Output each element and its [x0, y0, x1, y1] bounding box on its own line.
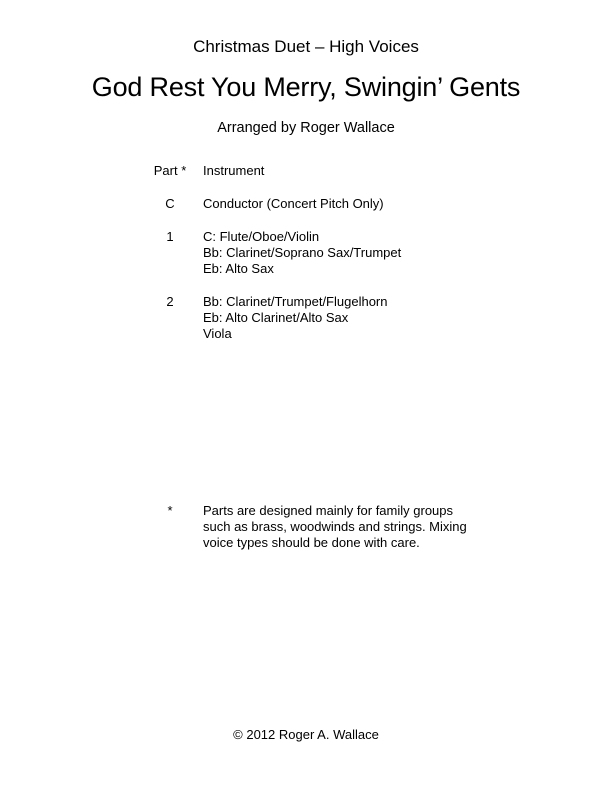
part-column-header: Part *	[153, 163, 187, 178]
footnote-mark: *	[167, 503, 173, 518]
parts-table	[0, 163, 612, 342]
footnote-line: Parts are designed mainly for family groups	[203, 503, 454, 518]
page-title: God Rest You Merry, Swingin’ Gents	[91, 72, 521, 102]
footnote-line: such as brass, woodwinds and strings. Mixing	[203, 519, 467, 534]
footnote-line: voice types should be done with care.	[203, 535, 420, 550]
part-label: 1	[166, 229, 174, 244]
part-row-c	[0, 196, 612, 212]
arranger-credit: Arranged by Roger Wallace	[217, 120, 395, 136]
part-row-2	[0, 294, 612, 342]
instrument-line: Eb: Alto Clarinet/Alto Sax	[203, 310, 349, 325]
instrument-column-header: Instrument	[203, 163, 265, 178]
instrument-line: C: Flute/Oboe/Violin	[203, 229, 320, 244]
parts-header-row	[0, 163, 612, 179]
instrument-line: Eb: Alto Sax	[203, 261, 274, 276]
part-label: 2	[166, 294, 174, 309]
subtitle: Christmas Duet – High Voices	[193, 37, 419, 56]
instrument-line: Viola	[203, 326, 232, 341]
footnote	[0, 503, 612, 551]
instrument-line: Conductor (Concert Pitch Only)	[203, 196, 384, 211]
part-label: C	[165, 196, 175, 211]
instrument-line: Bb: Clarinet/Trumpet/Flugelhorn	[203, 294, 388, 309]
instrument-line: Bb: Clarinet/Soprano Sax/Trumpet	[203, 245, 402, 260]
part-row-1	[0, 229, 612, 277]
copyright-notice: © 2012 Roger A. Wallace	[233, 727, 379, 742]
